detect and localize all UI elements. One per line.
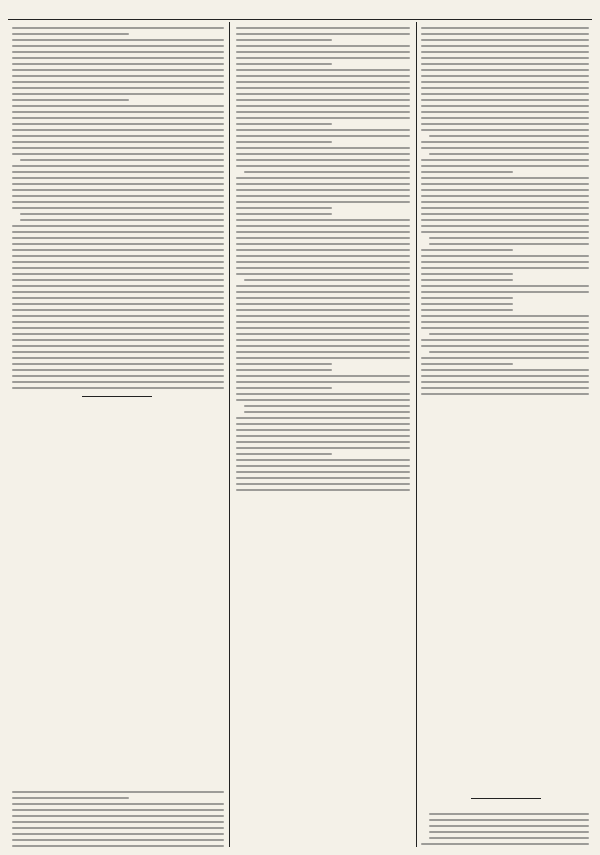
text-line — [20, 159, 224, 161]
text-line — [236, 369, 332, 371]
docteur-rule — [471, 798, 541, 799]
text-line — [421, 33, 589, 35]
text-line — [421, 213, 589, 215]
text-line — [12, 387, 224, 389]
text-line — [421, 393, 589, 395]
text-line — [236, 81, 410, 83]
text-line — [244, 171, 410, 173]
text-line — [421, 219, 589, 221]
text-line — [421, 291, 589, 293]
text-line — [12, 845, 224, 847]
text-line — [12, 821, 224, 823]
text-line — [236, 291, 410, 293]
text-line — [12, 369, 224, 371]
text-line — [421, 225, 589, 227]
text-line — [421, 111, 589, 113]
text-line — [421, 261, 589, 263]
text-line — [421, 369, 589, 371]
text-line — [421, 327, 589, 329]
text-line — [12, 363, 224, 365]
text-line — [12, 27, 224, 29]
text-line — [236, 213, 332, 215]
text-line — [12, 195, 224, 197]
text-line — [12, 165, 224, 167]
text-line — [429, 333, 589, 335]
text-line — [421, 375, 589, 377]
text-line — [421, 357, 589, 359]
column-left — [12, 24, 224, 849]
text-line — [12, 123, 224, 125]
text-line — [236, 207, 332, 209]
text-line — [236, 465, 410, 467]
text-line — [236, 489, 410, 491]
text-line — [12, 237, 224, 239]
text-block-center-top — [236, 24, 410, 494]
text-line — [12, 75, 224, 77]
text-line — [429, 237, 589, 239]
text-line — [236, 351, 410, 353]
text-line — [12, 39, 224, 41]
text-line — [421, 303, 513, 305]
text-block-right-top — [421, 24, 589, 400]
text-line — [236, 243, 410, 245]
text-line — [20, 213, 224, 215]
text-line — [236, 75, 410, 77]
text-line — [236, 249, 410, 251]
text-line — [421, 123, 589, 125]
text-line — [12, 303, 224, 305]
text-block-left-top — [12, 24, 224, 394]
text-line — [236, 309, 410, 311]
text-block-left-bottom — [12, 788, 224, 849]
text-line — [12, 249, 224, 251]
text-line — [12, 243, 224, 245]
text-line — [12, 147, 224, 149]
masthead-rule — [8, 19, 592, 20]
text-line — [236, 285, 410, 287]
text-line — [12, 189, 224, 191]
text-line — [421, 69, 589, 71]
text-line — [236, 399, 410, 401]
text-line — [12, 135, 224, 137]
text-line — [236, 321, 410, 323]
text-line — [236, 273, 410, 275]
text-line — [236, 99, 410, 101]
text-line — [12, 69, 224, 71]
text-line — [12, 267, 224, 269]
text-line — [12, 81, 224, 83]
text-line — [421, 159, 589, 161]
text-line — [236, 393, 410, 395]
text-line — [236, 459, 410, 461]
text-line — [236, 441, 410, 443]
text-line — [12, 201, 224, 203]
text-line — [12, 309, 224, 311]
text-line — [236, 225, 410, 227]
text-line — [421, 117, 589, 119]
text-line — [236, 363, 332, 365]
text-line — [236, 471, 410, 473]
text-line — [12, 93, 224, 95]
text-line — [12, 809, 224, 811]
text-line — [12, 171, 224, 173]
text-line — [421, 267, 589, 269]
text-line — [12, 381, 224, 383]
text-line — [236, 105, 410, 107]
text-line — [421, 339, 589, 341]
text-line — [12, 255, 224, 257]
text-line — [236, 153, 410, 155]
text-line — [421, 189, 589, 191]
text-line — [236, 381, 410, 383]
text-line — [236, 255, 410, 257]
text-line — [12, 827, 224, 829]
text-line — [12, 231, 224, 233]
text-line — [12, 797, 129, 799]
text-line — [236, 63, 332, 65]
text-block-right-annonces — [421, 810, 589, 849]
column-rule-right — [416, 22, 417, 847]
text-line — [421, 171, 513, 173]
text-line — [12, 117, 224, 119]
text-line — [236, 303, 410, 305]
masthead-title — [10, 6, 590, 20]
text-line — [12, 129, 224, 131]
text-line — [236, 219, 410, 221]
text-line — [236, 435, 410, 437]
text-line — [236, 327, 410, 329]
text-line — [12, 833, 224, 835]
text-line — [421, 297, 513, 299]
text-line — [429, 243, 589, 245]
text-line — [421, 285, 589, 287]
text-line — [236, 51, 410, 53]
text-line — [421, 231, 589, 233]
text-line — [421, 255, 589, 257]
text-line — [421, 249, 513, 251]
text-line — [421, 39, 589, 41]
text-line — [12, 351, 224, 353]
text-line — [236, 147, 410, 149]
text-line — [12, 105, 224, 107]
text-line — [421, 843, 589, 845]
text-line — [12, 279, 224, 281]
text-line — [421, 75, 589, 77]
text-line — [236, 315, 410, 317]
text-line — [236, 129, 410, 131]
text-line — [236, 57, 410, 59]
text-line — [236, 123, 332, 125]
text-line — [12, 45, 224, 47]
text-line — [12, 183, 224, 185]
text-line — [421, 87, 589, 89]
text-line — [421, 279, 513, 281]
text-line — [429, 153, 589, 155]
text-line — [244, 279, 410, 281]
text-line — [12, 225, 224, 227]
text-line — [421, 99, 589, 101]
text-line — [236, 297, 410, 299]
text-line — [236, 27, 410, 29]
text-line — [429, 135, 589, 137]
text-line — [429, 819, 589, 821]
text-line — [421, 57, 589, 59]
text-line — [236, 261, 410, 263]
column-rule-left — [229, 22, 230, 847]
text-line — [236, 387, 332, 389]
text-line — [421, 141, 589, 143]
text-line — [236, 345, 410, 347]
column-center — [236, 24, 410, 849]
text-line — [236, 159, 410, 161]
text-line — [429, 831, 589, 833]
text-line — [12, 285, 224, 287]
text-line — [421, 201, 589, 203]
text-line — [12, 291, 224, 293]
text-line — [12, 63, 224, 65]
text-line — [236, 135, 410, 137]
text-line — [236, 333, 410, 335]
text-line — [236, 417, 410, 419]
text-line — [12, 333, 224, 335]
text-line — [236, 39, 332, 41]
text-line — [12, 375, 224, 377]
text-line — [12, 815, 224, 817]
text-line — [236, 117, 410, 119]
text-line — [12, 321, 224, 323]
text-line — [429, 351, 589, 353]
text-line — [421, 207, 589, 209]
text-line — [12, 177, 224, 179]
text-line — [12, 839, 224, 841]
text-line — [421, 45, 589, 47]
text-line — [236, 177, 410, 179]
text-line — [236, 45, 410, 47]
text-line — [429, 825, 589, 827]
text-line — [236, 429, 410, 431]
text-line — [12, 87, 224, 89]
text-line — [421, 129, 589, 131]
text-line — [421, 165, 589, 167]
section-rule — [82, 396, 152, 397]
text-line — [236, 33, 410, 35]
text-line — [421, 273, 513, 275]
text-line — [421, 177, 589, 179]
text-line — [421, 63, 589, 65]
text-line — [12, 141, 224, 143]
text-line — [421, 387, 589, 389]
text-line — [12, 803, 224, 805]
text-line — [421, 363, 513, 365]
text-line — [236, 201, 410, 203]
text-line — [421, 93, 589, 95]
text-line — [421, 183, 589, 185]
text-line — [12, 273, 224, 275]
text-line — [421, 381, 589, 383]
text-line — [12, 111, 224, 113]
text-line — [12, 261, 224, 263]
text-line — [236, 453, 332, 455]
text-line — [12, 791, 224, 793]
text-line — [244, 411, 410, 413]
text-line — [421, 105, 589, 107]
text-line — [429, 813, 589, 815]
text-line — [12, 327, 224, 329]
text-line — [12, 57, 224, 59]
text-line — [421, 309, 513, 311]
text-line — [12, 33, 129, 35]
column-right — [421, 24, 589, 849]
text-line — [236, 69, 410, 71]
text-line — [236, 111, 410, 113]
text-line — [236, 183, 410, 185]
text-line — [236, 141, 332, 143]
text-line — [12, 297, 224, 299]
text-line — [421, 81, 589, 83]
text-line — [236, 375, 410, 377]
text-line — [421, 147, 589, 149]
text-line — [12, 339, 224, 341]
text-line — [236, 189, 410, 191]
text-line — [12, 357, 224, 359]
text-line — [12, 51, 224, 53]
text-line — [421, 195, 589, 197]
text-line — [236, 423, 410, 425]
text-line — [236, 357, 410, 359]
text-line — [236, 477, 410, 479]
text-line — [236, 267, 410, 269]
text-line — [236, 447, 410, 449]
text-line — [236, 237, 410, 239]
text-line — [236, 165, 410, 167]
text-line — [421, 345, 589, 347]
text-line — [236, 195, 410, 197]
text-line — [12, 99, 129, 101]
text-line — [12, 345, 224, 347]
text-line — [421, 27, 589, 29]
text-line — [421, 321, 589, 323]
text-line — [244, 405, 410, 407]
text-line — [236, 231, 410, 233]
text-line — [12, 315, 224, 317]
text-line — [236, 339, 410, 341]
text-line — [421, 51, 589, 53]
text-line — [236, 87, 410, 89]
text-line — [421, 315, 589, 317]
text-line — [20, 219, 224, 221]
text-line — [12, 153, 224, 155]
text-line — [236, 483, 410, 485]
text-line — [12, 207, 224, 209]
text-line — [236, 93, 410, 95]
text-line — [429, 837, 589, 839]
